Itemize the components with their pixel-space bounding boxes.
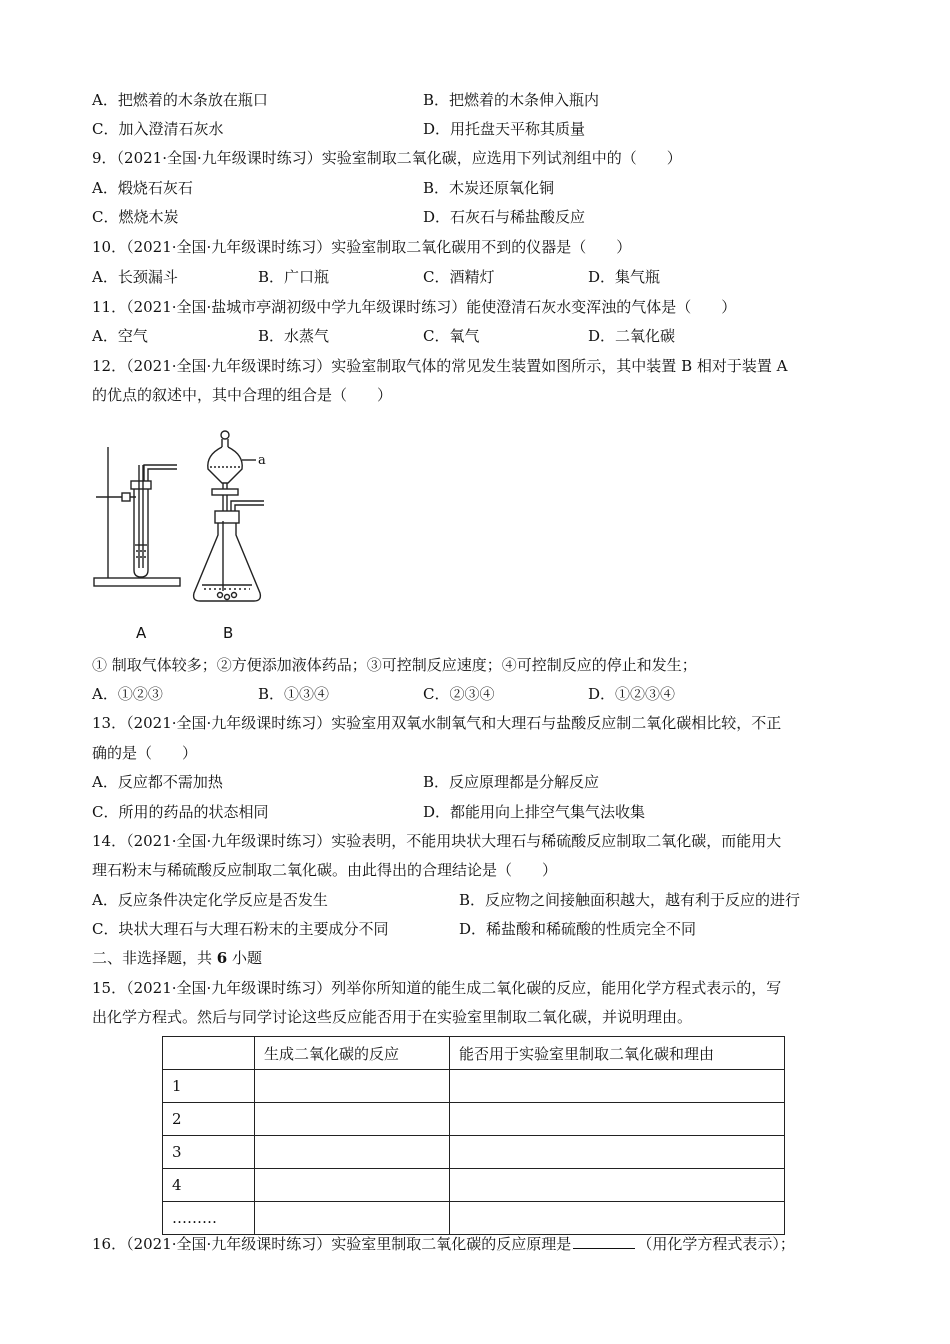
answer-cell[interactable] xyxy=(255,1202,450,1235)
delivery-tube-a xyxy=(144,465,177,481)
q13-stem-line2: 确的是（ ） xyxy=(92,744,198,762)
row-index: 3 xyxy=(163,1136,255,1169)
row-index: 1 xyxy=(163,1070,255,1103)
q9-option-d: D．石灰石与稀盐酸反应 xyxy=(423,208,586,226)
funnel-label-a: a xyxy=(258,453,266,468)
table-header-cell: 生成二氧化碳的反应 xyxy=(255,1037,450,1070)
answer-cell[interactable] xyxy=(450,1202,785,1235)
q10-option-a: A．长颈漏斗 xyxy=(92,268,178,286)
q13-option-b: B．反应原理都是分解反应 xyxy=(423,773,600,791)
table-row xyxy=(163,1070,785,1103)
row-index: ……… xyxy=(163,1202,255,1235)
table-header-cell: 能否用于实验室里制取二氧化碳和理由 xyxy=(450,1037,785,1070)
answer-cell[interactable] xyxy=(255,1169,450,1202)
q10-option-b: B．广口瓶 xyxy=(258,268,330,286)
q14-option-a: A．反应条件决定化学反应是否发生 xyxy=(92,891,328,909)
apparatus-figure xyxy=(92,425,282,650)
q12-statements: ① 制取气体较多；②方便添加液体药品；③可控制反应速度；④可控制反应的停止和发生； xyxy=(92,656,697,674)
q12-option-c: C．②③④ xyxy=(423,685,495,703)
q11-stem: 11．（2021·全国·盐城市亭湖初级中学九年级课时练习）能使澄清石灰水变浑浊的气体是（ ） xyxy=(92,298,737,316)
stand-base xyxy=(94,578,180,586)
q8-option-c: C．加入澄清石灰水 xyxy=(92,120,224,138)
section-heading-prefix: 二、非选择题，共 xyxy=(92,949,217,967)
q13-option-d: D．都能用向上排空气集气法收集 xyxy=(423,803,646,821)
q15-stem-line2: 出化学方程式。然后与同学讨论这些反应能否用于在实验室里制取二氧化碳，并说明理由。 xyxy=(92,1008,693,1026)
q8-option-b: B．把燃着的木条伸入瓶内 xyxy=(423,91,600,109)
row-index: 4 xyxy=(163,1169,255,1202)
apparatus-svg xyxy=(92,425,282,650)
q11-option-b: B．水蒸气 xyxy=(258,327,330,345)
q8-option-a: A．把燃着的木条放在瓶口 xyxy=(92,91,268,109)
q16-answer-blank[interactable] xyxy=(573,1234,635,1249)
q16-stem-before: 16．（2021·全国·九年级课时练习）实验室里制取二氧化碳的反应原理是 xyxy=(92,1235,572,1253)
q16-stem-after: （用化学方程式表示）； xyxy=(637,1235,795,1253)
q13-option-a: A．反应都不需加热 xyxy=(92,773,223,791)
conical-flask xyxy=(194,523,261,601)
q9-option-a: A．煅烧石灰石 xyxy=(92,179,193,197)
separatory-funnel xyxy=(208,447,242,483)
table-row xyxy=(163,1136,785,1169)
table-row xyxy=(163,1103,785,1136)
q8-option-d: D．用托盘天平称其质量 xyxy=(423,120,586,138)
q9-option-c: C．燃烧木炭 xyxy=(92,208,179,226)
q11-option-d: D．二氧化碳 xyxy=(588,327,676,345)
answer-cell[interactable] xyxy=(450,1169,785,1202)
q10-option-d: D．集气瓶 xyxy=(588,268,661,286)
q14-stem-line1: 14．（2021·全国·九年级课时练习）实验表明，不能用块状大理石与稀硫酸反应制取二氧化碳，而能用大 xyxy=(92,832,782,850)
q14-option-d: D．稀盐酸和稀硫酸的性质完全不同 xyxy=(459,920,697,938)
table-header-cell xyxy=(163,1037,255,1070)
q12-stem-line2: 的优点的叙述中，其中合理的组合是（ ） xyxy=(92,386,393,404)
answer-cell[interactable] xyxy=(255,1070,450,1103)
flask-stopper xyxy=(215,511,239,523)
answer-cell[interactable] xyxy=(450,1136,785,1169)
q12-option-b: B．①③④ xyxy=(258,685,330,703)
section-question-count: 6 xyxy=(216,949,228,967)
answer-cell[interactable] xyxy=(255,1136,450,1169)
q9-option-b: B．木炭还原氧化铜 xyxy=(423,179,555,197)
q16-stem xyxy=(92,1234,795,1254)
test-tube xyxy=(134,485,148,577)
stopcock xyxy=(212,489,238,495)
figure-label-b: B xyxy=(223,624,234,642)
table-header-row xyxy=(163,1037,785,1070)
answer-cell[interactable] xyxy=(450,1070,785,1103)
q15-stem-line1: 15．（2021·全国·九年级课时练习）列举你所知道的能生成二氧化碳的反应，能用化学方程式表示的，写 xyxy=(92,979,782,997)
table-row xyxy=(163,1169,785,1202)
q13-option-c: C．所用的药品的状态相同 xyxy=(92,803,269,821)
q10-stem: 10．（2021·全国·九年级课时练习）实验室制取二氧化碳用不到的仪器是（ ） xyxy=(92,238,632,256)
answer-cell[interactable] xyxy=(255,1103,450,1136)
q11-option-a: A．空气 xyxy=(92,327,148,345)
q12-option-d: D．①②③④ xyxy=(588,685,676,703)
q13-stem-line1: 13．（2021·全国·九年级课时练习）实验室用双氧水制氧气和大理石与盐酸反应制二氧化碳相比较，不正 xyxy=(92,714,782,732)
q10-option-c: C．酒精灯 xyxy=(423,268,495,286)
figure-label-a: A xyxy=(136,624,147,642)
q12-option-a: A．①②③ xyxy=(92,685,163,703)
q9-stem: 9．（2021·全国·九年级课时练习）实验室制取二氧化碳，应选用下列试剂组中的（ ） xyxy=(92,149,682,167)
row-index: 2 xyxy=(163,1103,255,1136)
table-row xyxy=(163,1202,785,1235)
q14-option-c: C．块状大理石与大理石粉末的主要成分不同 xyxy=(92,920,389,938)
section-heading xyxy=(92,948,262,968)
q14-stem-line2: 理石粉末与稀硫酸反应制取二氧化碳。由此得出的合理结论是（ ） xyxy=(92,861,558,879)
q14-option-b: B．反应物之间接触面积越大，越有利于反应的进行 xyxy=(459,891,801,909)
answer-cell[interactable] xyxy=(450,1103,785,1136)
test-tube-stopper xyxy=(131,481,151,489)
section-heading-suffix: 小题 xyxy=(227,949,262,967)
q15-table xyxy=(162,1036,785,1235)
q12-stem-line1: 12．（2021·全国·九年级课时练习）实验室制取气体的常见发生装置如图所示，其中装置 B 相对于装置 A xyxy=(92,357,788,375)
q11-option-c: C．氧气 xyxy=(423,327,480,345)
funnel-stopper xyxy=(221,431,229,439)
